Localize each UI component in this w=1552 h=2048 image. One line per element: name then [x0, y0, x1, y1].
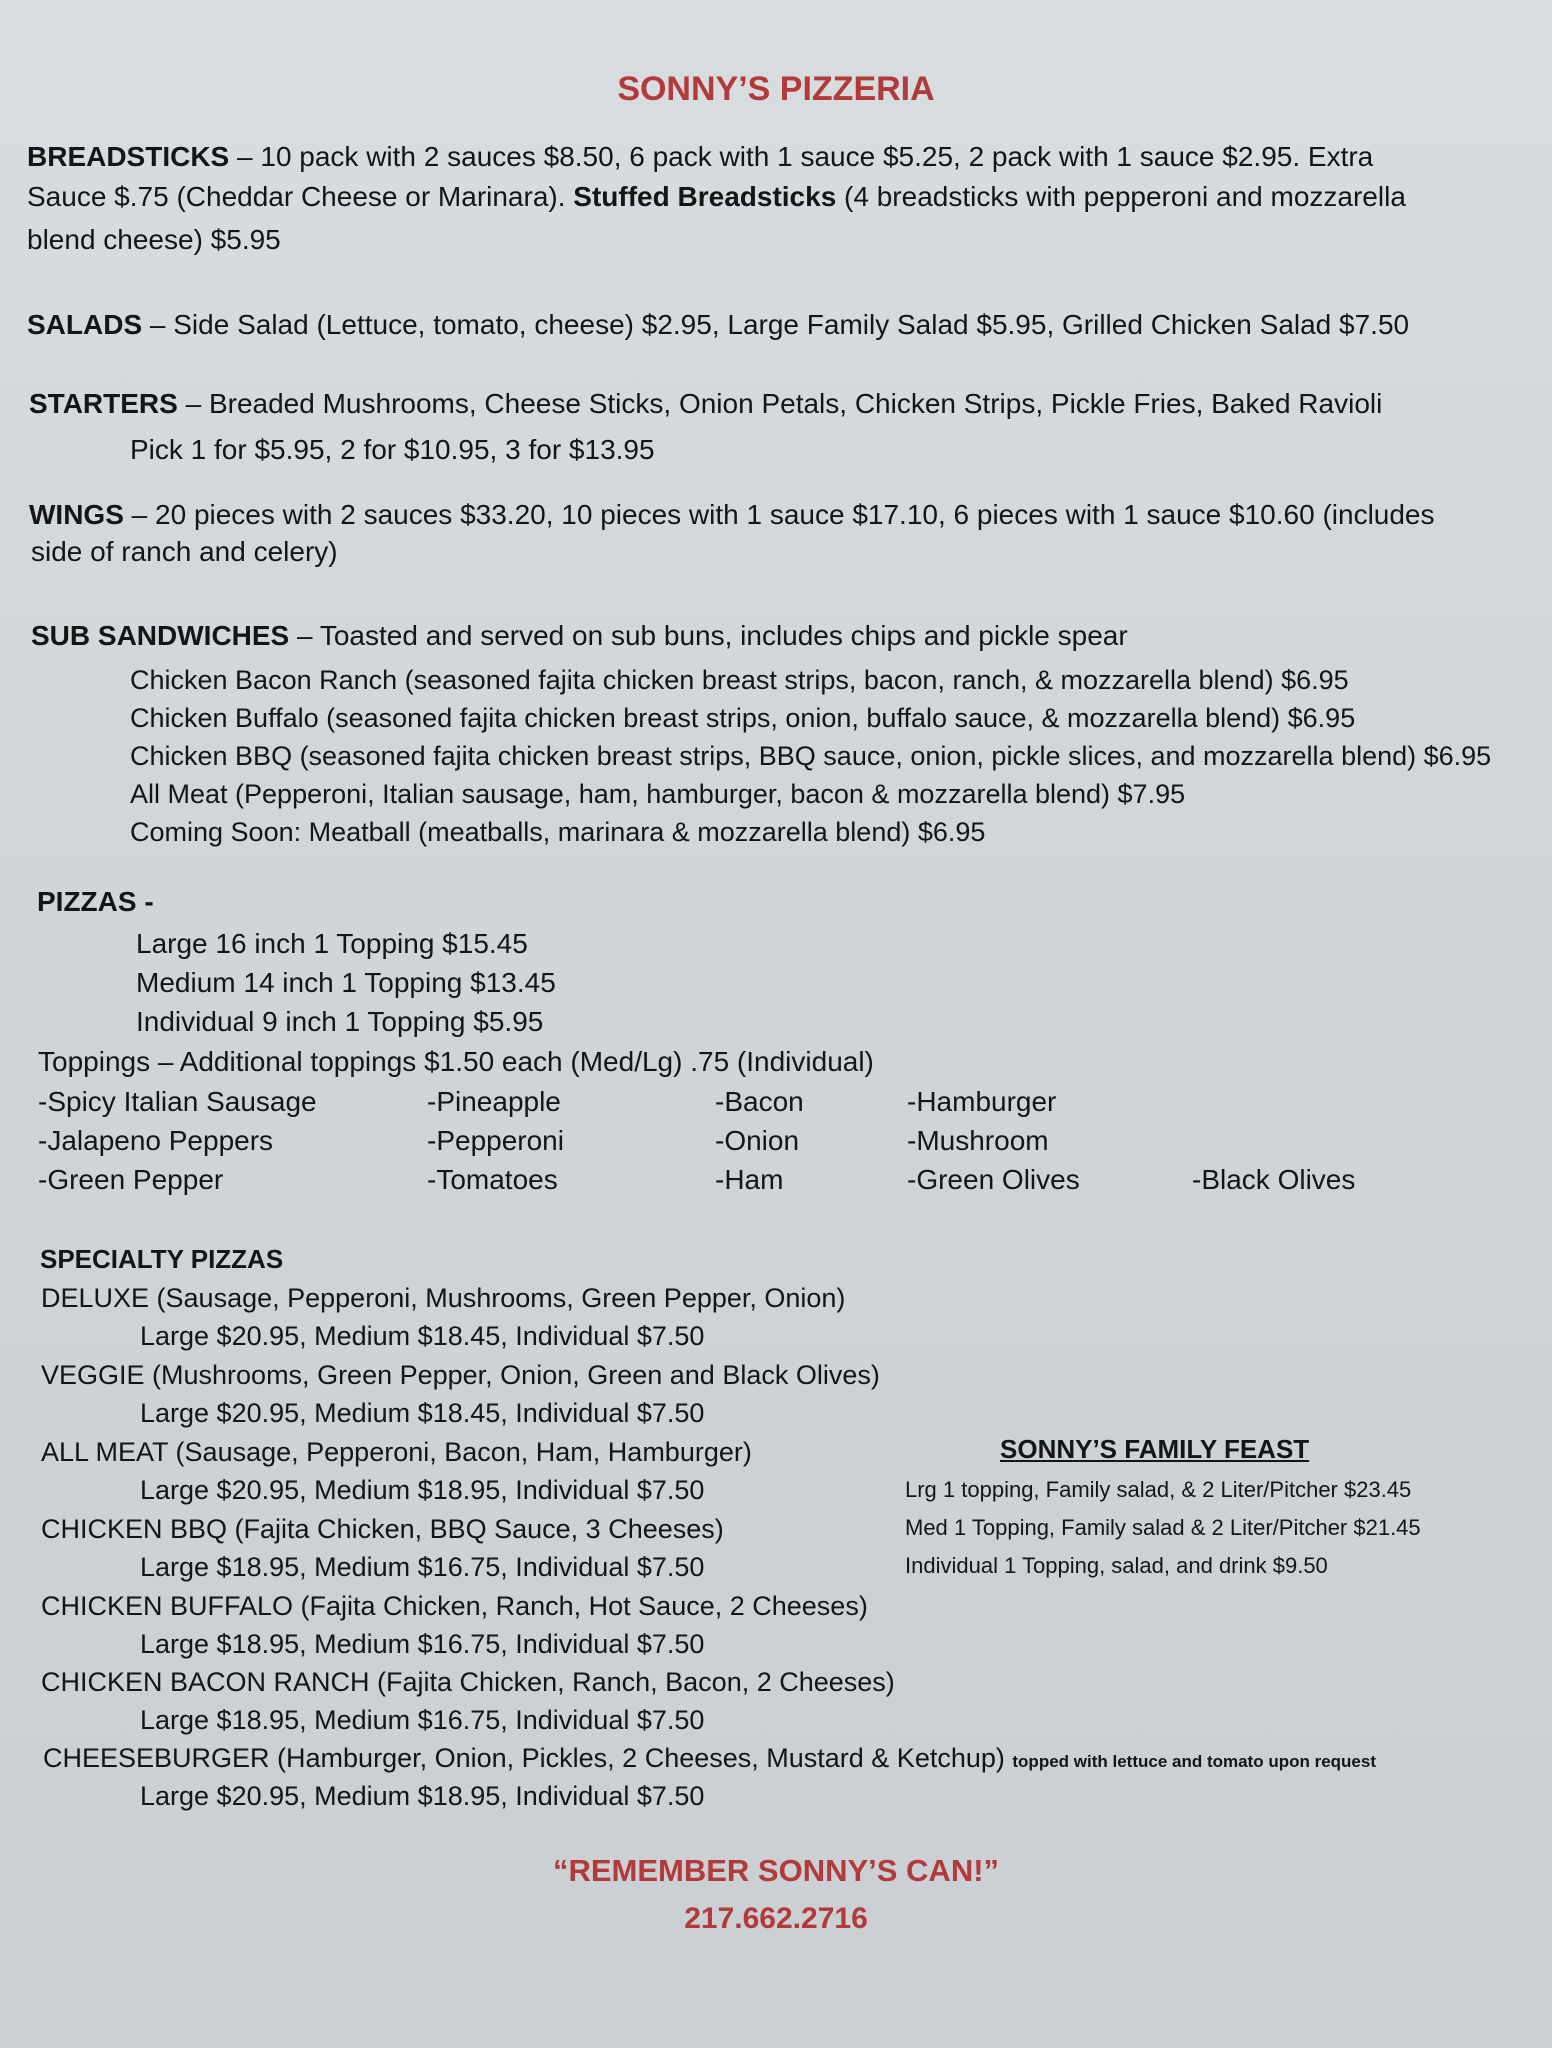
- stuffed-breadsticks-text: (4 breadsticks with pepperoni and mozzarella: [836, 181, 1406, 212]
- subs-label: SUB SANDWICHES: [31, 620, 290, 651]
- sub-item: All Meat (Pepperoni, Italian sausage, ham, hamburger, bacon & mozzarella blend) $7.95: [130, 779, 1186, 809]
- specialty-price: Large $20.95, Medium $18.95, Individual $7.50: [140, 1781, 705, 1811]
- wings-label: WINGS: [29, 499, 124, 530]
- stuffed-breadsticks-label: Stuffed Breadsticks: [573, 181, 837, 212]
- family-feast-item: Lrg 1 topping, Family salad, & 2 Liter/Pitcher $23.45: [905, 1477, 1412, 1502]
- specialty-name: CHEESEBURGER (Hamburger, Onion, Pickles, 2 Cheeses, Mustard & Ketchup): [43, 1743, 1005, 1773]
- toppings-line: Toppings – Additional toppings $1.50 each (Med/Lg) .75 (Individual): [38, 1046, 874, 1077]
- specialty-name: CHICKEN BACON RANCH (Fajita Chicken, Ranch, Bacon, 2 Cheeses): [41, 1667, 895, 1697]
- topping-item: -Bacon: [715, 1086, 804, 1117]
- pizzas-label: PIZZAS -: [37, 886, 154, 917]
- breadsticks-label: BREADSTICKS: [27, 141, 230, 172]
- sub-item: Chicken Buffalo (seasoned fajita chicken breast strips, onion, buffalo sauce, & mozzarella blend) $6.95: [130, 703, 1356, 733]
- wings-line-1: [29, 496, 1435, 534]
- topping-item: -Green Pepper: [38, 1164, 224, 1195]
- breadsticks-text: – 10 pack with 2 sauces $8.50, 6 pack with 1 sauce $5.25, 2 pack with 1 sauce $2.95. Extra: [229, 141, 1374, 172]
- topping-item: -Black Olives: [1192, 1164, 1356, 1195]
- specialty-price: Large $20.95, Medium $18.95, Individual $7.50: [140, 1475, 705, 1505]
- family-feast-item: Med 1 Topping, Family salad & 2 Liter/Pitcher $21.45: [905, 1515, 1421, 1540]
- pizza-size: Individual 9 inch 1 Topping $5.95: [136, 1006, 544, 1037]
- specialty-price: Large $18.95, Medium $16.75, Individual $7.50: [140, 1705, 705, 1735]
- wings-line-2: side of ranch and celery): [31, 536, 338, 567]
- specialty-name: DELUXE (Sausage, Pepperoni, Mushrooms, Green Pepper, Onion): [41, 1283, 846, 1313]
- salads-line: [27, 306, 1409, 344]
- topping-item: -Spicy Italian Sausage: [38, 1086, 317, 1117]
- specialty-price: Large $18.95, Medium $16.75, Individual $7.50: [140, 1552, 705, 1582]
- topping-item: -Onion: [715, 1125, 800, 1156]
- sub-item: Chicken Bacon Ranch (seasoned fajita chicken breast strips, bacon, ranch, & mozzarella blend) $6.95: [130, 665, 1349, 695]
- specialty-price: Large $18.95, Medium $16.75, Individual $7.50: [140, 1629, 705, 1659]
- family-feast-heading: SONNY’S FAMILY FEAST: [1000, 1434, 1310, 1464]
- specialty-price: Large $20.95, Medium $18.45, Individual $7.50: [140, 1321, 705, 1351]
- topping-item: -Green Olives: [907, 1164, 1080, 1195]
- wings-text: – 20 pieces with 2 sauces $33.20, 10 pieces with 1 sauce $17.10, 6 pieces with 1 sauce $10.60 (includes: [123, 499, 1435, 530]
- salads-label: SALADS: [27, 309, 143, 340]
- sub-item: Coming Soon: Meatball (meatballs, marinara & mozzarella blend) $6.95: [130, 817, 986, 847]
- topping-item: -Hamburger: [907, 1086, 1057, 1117]
- breadsticks-line-3: blend cheese) $5.95: [27, 224, 281, 255]
- topping-item: -Pineapple: [427, 1086, 561, 1117]
- topping-item: -Mushroom: [907, 1125, 1049, 1156]
- footer-slogan: “REMEMBER SONNY’S CAN!”: [552, 1853, 1000, 1888]
- breadsticks-line-1: [27, 138, 1373, 176]
- pizza-size: Large 16 inch 1 Topping $15.45: [136, 928, 528, 959]
- starters-text: – Breaded Mushrooms, Cheese Sticks, Onion Petals, Chicken Strips, Pickle Fries, Baked Ravioli: [177, 388, 1383, 419]
- specialty-price: Large $20.95, Medium $18.45, Individual $7.50: [140, 1398, 705, 1428]
- salads-text: – Side Salad (Lettuce, tomato, cheese) $2.95, Large Family Salad $5.95, Grilled Chicken Salad $7.50: [142, 309, 1410, 340]
- footer-phone: 217.662.2716: [684, 1902, 868, 1935]
- subs-text: – Toasted and served on sub buns, includes chips and pickle spear: [289, 620, 1128, 651]
- specialty-name: CHICKEN BBQ (Fajita Chicken, BBQ Sauce, 3 Cheeses): [41, 1514, 724, 1544]
- pizza-size: Medium 14 inch 1 Topping $13.45: [136, 967, 556, 998]
- specialty-note: topped with lettuce and tomato upon request: [1012, 1752, 1376, 1771]
- breadsticks-sauce-text: Sauce $.75 (Cheddar Cheese or Marinara).: [27, 181, 574, 212]
- family-feast-item: Individual 1 Topping, salad, and drink $9.50: [905, 1553, 1328, 1578]
- sub-item: Chicken BBQ (seasoned fajita chicken breast strips, BBQ sauce, onion, pickle slices, and mozzarella blend) $6.95: [130, 741, 1492, 771]
- specialty-name: CHICKEN BUFFALO (Fajita Chicken, Ranch, Hot Sauce, 2 Cheeses): [41, 1591, 868, 1621]
- topping-item: -Ham: [715, 1164, 784, 1195]
- specialty-name: VEGGIE (Mushrooms, Green Pepper, Onion, Green and Black Olives): [41, 1360, 880, 1390]
- starters-label: STARTERS: [29, 388, 178, 419]
- topping-item: -Tomatoes: [427, 1164, 558, 1195]
- specialty-name-cheeseburger: [43, 1739, 1376, 1781]
- specialty-name: ALL MEAT (Sausage, Pepperoni, Bacon, Ham, Hamburger): [41, 1437, 752, 1467]
- topping-item: -Pepperoni: [427, 1125, 564, 1156]
- breadsticks-line-2: [27, 178, 1406, 216]
- subs-line: [31, 617, 1128, 655]
- topping-item: -Jalapeno Peppers: [38, 1125, 274, 1156]
- starters-pricing: Pick 1 for $5.95, 2 for $10.95, 3 for $13.95: [130, 434, 655, 465]
- specialty-label: SPECIALTY PIZZAS: [40, 1244, 284, 1274]
- menu-title: SONNY’S PIZZERIA: [617, 70, 935, 108]
- starters-line: [29, 385, 1382, 423]
